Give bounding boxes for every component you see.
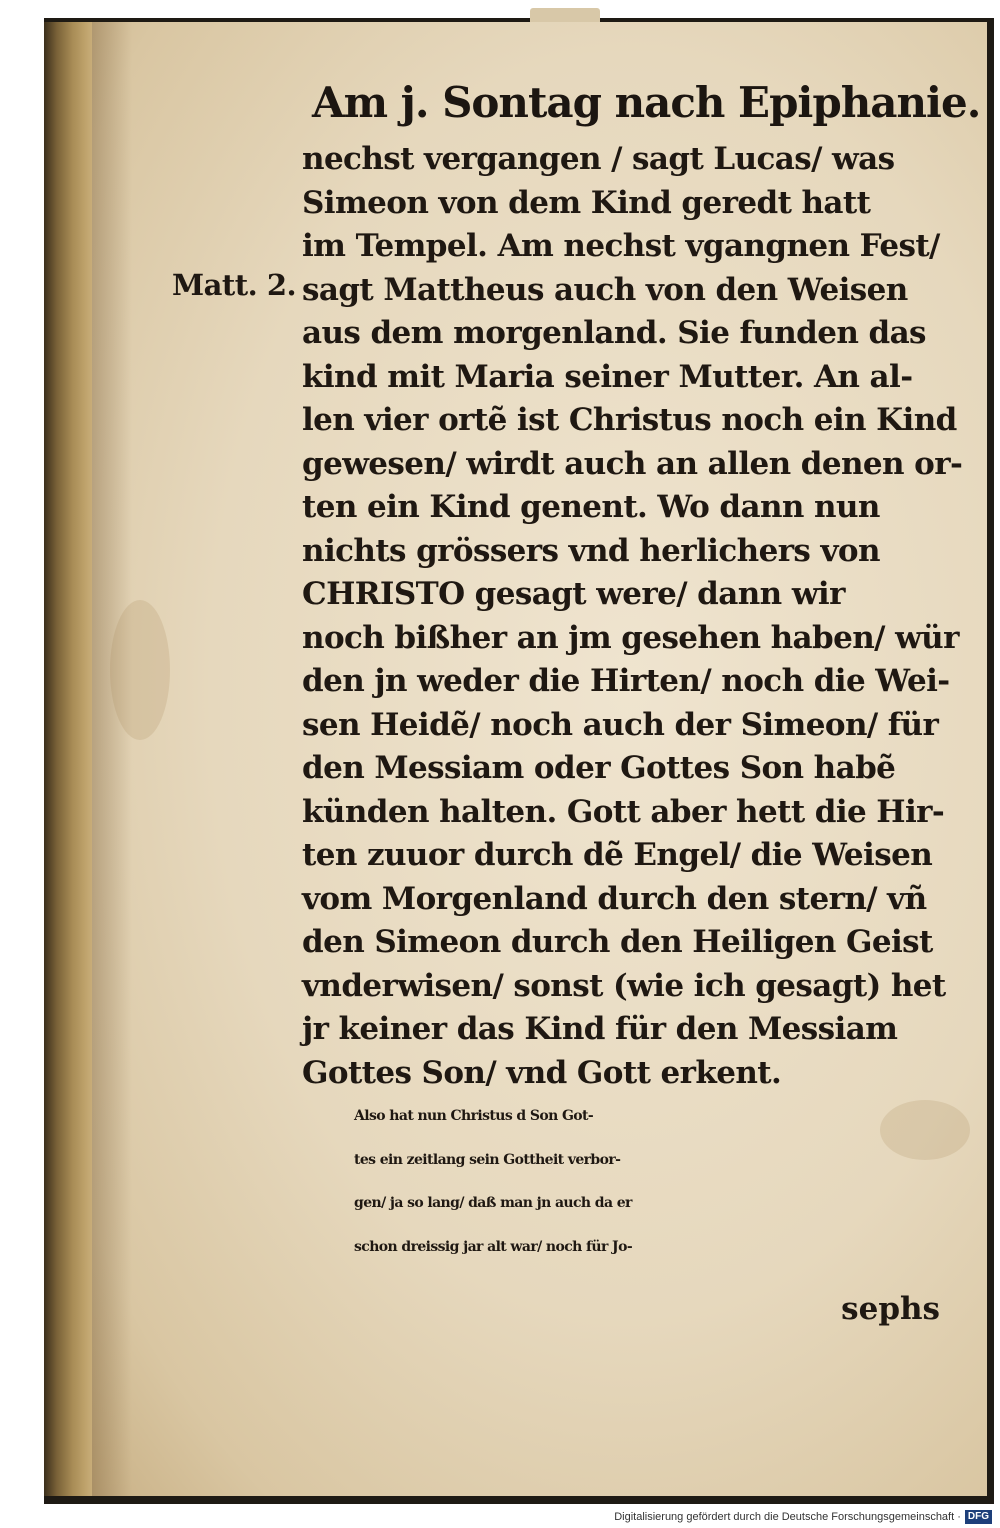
paragraph-start-line: Also hat nun Christus d Son Got- [354, 1108, 594, 1124]
dfg-logo: DFG [965, 1510, 992, 1524]
text-line: Simeon von dem Kind geredt hatt [302, 184, 871, 221]
book-spine [44, 22, 96, 1496]
funding-credit: Digitalisierung gefördert durch die Deutsche Forschungsgemeinschaft · [614, 1511, 961, 1523]
catchword: sephs [841, 1291, 940, 1327]
text-line: aus dem morgenland. Sie funden das [302, 315, 926, 351]
text-line: sagt Mattheus auch von den Weisen [302, 271, 908, 308]
page-gutter-shadow [92, 22, 132, 1496]
digitization-footer [614, 1510, 992, 1524]
margin-note: Matt. 2. [172, 268, 297, 302]
paper-stain [110, 600, 170, 740]
text-line: jr keiner das Kind für den Messiam [302, 1011, 898, 1047]
text-line: ten ein Kind genent. Wo dann nun [302, 489, 880, 525]
page-top-tab [530, 8, 600, 22]
text-line: nichts grössers vnd herlichers von [302, 532, 880, 569]
text-line: den Simeon durch den Heiligen Geist [302, 924, 933, 960]
body-text [302, 138, 970, 1269]
text-line: künden halten. Gott aber hett die Hir- [302, 793, 945, 830]
text-line: den Messiam oder Gottes Son habẽ [302, 750, 896, 786]
running-head: Am j. Sontag nach Epiphanie. [312, 78, 981, 127]
text-line: den jn weder die Hirten/ noch die Wei- [302, 663, 950, 699]
text-line: gewesen/ wirdt auch an allen denen or- [302, 445, 963, 482]
text-line: gen/ ja so lang/ daß man jn auch da er [354, 1195, 632, 1211]
text-line: tes ein zeitlang sein Gottheit verbor- [354, 1151, 621, 1168]
text-line: CHRISTO gesagt were/ dann wir [302, 576, 845, 612]
text-line: sen Heidẽ/ noch auch der Simeon/ für [302, 706, 939, 743]
text-line: len vier ortẽ ist Christus noch ein Kind [302, 402, 957, 438]
text-line: Gottes Son/ vnd Gott erkent. [302, 1054, 782, 1091]
text-line: noch bißher an jm gesehen haben/ wür [302, 619, 959, 656]
text-line: ten zuuor durch dẽ Engel/ die Weisen [302, 837, 933, 873]
text-line: schon dreissig jar alt war/ noch für Jo- [354, 1238, 633, 1255]
text-line: im Tempel. Am nechst vgangnen Fest/ [302, 228, 940, 264]
text-line: vom Morgenland durch den stern/ vñ [302, 880, 927, 917]
text-line: nechst vergangen / sagt Lucas/ was [302, 141, 895, 177]
text-line: kind mit Maria seiner Mutter. An al- [302, 358, 913, 395]
text-line: vnderwisen/ sonst (wie ich gesagt) het [302, 967, 946, 1004]
